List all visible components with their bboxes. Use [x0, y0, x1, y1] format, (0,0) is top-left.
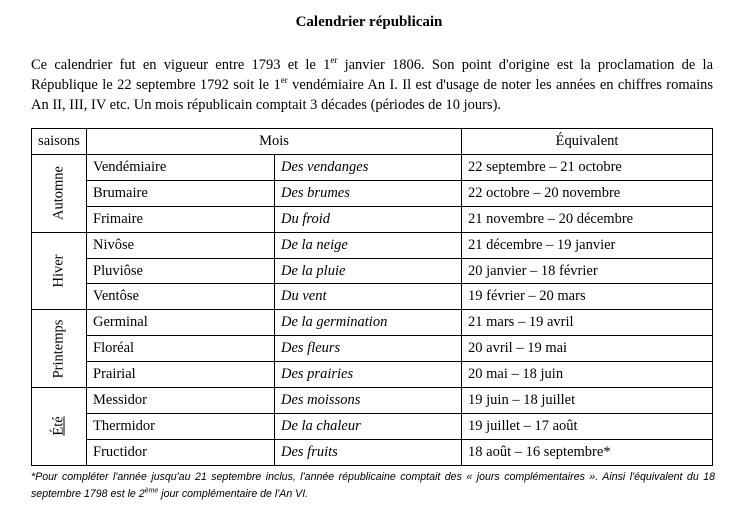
table-row	[32, 336, 713, 362]
month-meaning: Du vent	[275, 284, 462, 310]
month-equivalent: 22 septembre – 21 octobre	[462, 155, 713, 181]
season-label: Printemps	[50, 319, 67, 379]
month-meaning: Des moissons	[275, 388, 462, 414]
table-row	[32, 284, 713, 310]
month-name: Messidor	[87, 388, 275, 414]
intro-sup-1: er	[330, 55, 338, 66]
calendar-body	[32, 155, 713, 466]
intro-paragraph	[31, 55, 713, 115]
season-cell	[32, 310, 87, 388]
month-meaning: Des fruits	[275, 439, 462, 465]
season-label: Hiver	[50, 254, 67, 288]
season-cell	[32, 388, 87, 466]
month-name: Ventôse	[87, 284, 275, 310]
table-row	[32, 155, 713, 181]
table-row	[32, 258, 713, 284]
month-name: Fructidor	[87, 439, 275, 465]
month-name: Vendémiaire	[87, 155, 275, 181]
month-meaning: De la chaleur	[275, 413, 462, 439]
month-equivalent: 19 juin – 18 juillet	[462, 388, 713, 414]
month-equivalent: 19 juillet – 17 août	[462, 413, 713, 439]
month-name: Floréal	[87, 336, 275, 362]
month-equivalent: 21 décembre – 19 janvier	[462, 232, 713, 258]
month-meaning: De la germination	[275, 310, 462, 336]
month-equivalent: 20 janvier – 18 février	[462, 258, 713, 284]
month-equivalent: 21 novembre – 20 décembre	[462, 206, 713, 232]
table-row	[32, 439, 713, 465]
month-equivalent: 20 mai – 18 juin	[462, 362, 713, 388]
month-equivalent: 19 février – 20 mars	[462, 284, 713, 310]
table-row	[32, 180, 713, 206]
intro-sup-2: er	[280, 75, 288, 86]
month-name: Prairial	[87, 362, 275, 388]
month-name: Frimaire	[87, 206, 275, 232]
month-meaning: Des vendanges	[275, 155, 462, 181]
table-row	[32, 232, 713, 258]
table-row	[32, 388, 713, 414]
month-name: Nivôse	[87, 232, 275, 258]
month-equivalent: 18 août – 16 septembre*	[462, 439, 713, 465]
month-equivalent: 20 avril – 19 mai	[462, 336, 713, 362]
month-meaning: Du froid	[275, 206, 462, 232]
month-meaning: Des fleurs	[275, 336, 462, 362]
page-title: Calendrier républicain	[295, 14, 443, 30]
month-meaning: Des brumes	[275, 180, 462, 206]
month-equivalent: 22 octobre – 20 novembre	[462, 180, 713, 206]
table-row	[32, 206, 713, 232]
table-row	[32, 413, 713, 439]
month-equivalent: 21 mars – 19 avril	[462, 310, 713, 336]
season-cell	[32, 232, 87, 310]
footnote-sup: ème	[144, 487, 159, 495]
month-meaning: De la neige	[275, 232, 462, 258]
month-meaning: De la pluie	[275, 258, 462, 284]
intro-text-3: vendémiaire An I. Il est d'usage de noter les années en chiffres romains An II, III, IV etc. Un mois républicain comptait 3 décades (périodes de 10 jours).	[31, 77, 713, 113]
season-label: Automne	[50, 166, 67, 221]
table-row	[32, 310, 713, 336]
intro-text-1: Ce calendrier fut en vigueur entre 1793 et le 1	[31, 57, 331, 73]
season-cell	[32, 155, 87, 233]
header-seasons: saisons	[32, 129, 87, 155]
month-name: Pluviôse	[87, 258, 275, 284]
footnote-text-1: *Pour compléter l'année jusqu'au 21 septembre inclus, l'année républicaine comptait des « jours complémentaires ». Ainsi l'équivalent du 18 septembre 1798 est le 2	[31, 471, 715, 500]
season-label: Été	[50, 416, 67, 437]
header-months: Mois	[87, 129, 462, 155]
header-equivalent: Équivalent	[462, 129, 713, 155]
calendar-table	[31, 128, 713, 466]
month-name: Germinal	[87, 310, 275, 336]
footnote-text-2: jour complémentaire de l'An VI.	[158, 488, 309, 500]
month-name: Thermidor	[87, 413, 275, 439]
month-meaning: Des prairies	[275, 362, 462, 388]
header-row	[32, 129, 713, 155]
table-row	[32, 362, 713, 388]
footnote	[31, 469, 715, 503]
month-name: Brumaire	[87, 180, 275, 206]
intro-text-2: janvier 1806. Son point d'origine est la proclamation de la République le 22 septembre 1792 soit le 1	[31, 57, 713, 93]
